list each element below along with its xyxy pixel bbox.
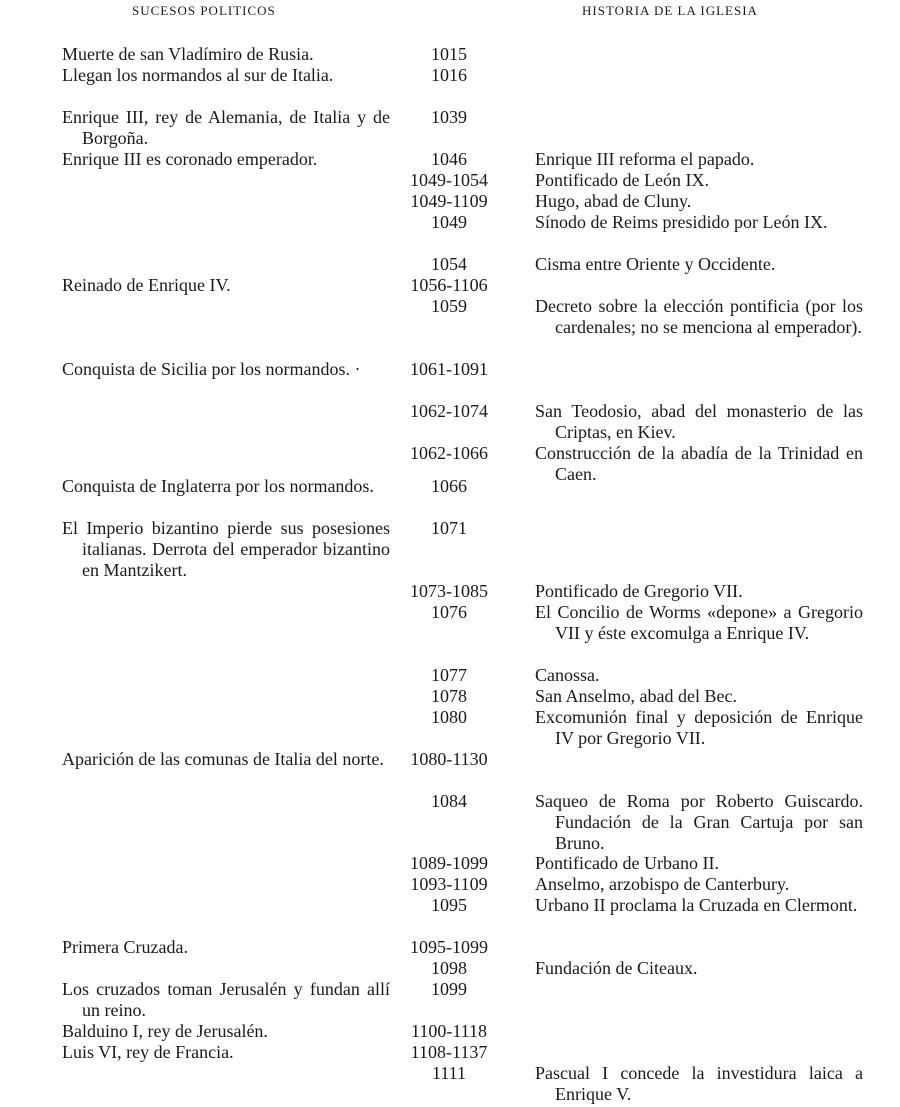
column-header-political: SUCESOS POLITICOS [132,3,276,18]
church-event: Canossa. [535,665,600,685]
year: 1080-1130 [410,749,488,769]
year: 1062-1074 [410,401,488,421]
year: 1015 [431,44,467,64]
church-event: Construcción de la abadía de la Trinidad en Caen. [535,443,863,484]
year: 1111 [432,1063,466,1083]
political-event: Primera Cruzada. [62,937,188,957]
church-event: Enrique III reforma el papado. [535,149,755,169]
year: 1099 [431,979,467,999]
church-event: Decreto sobre la elección pontificia (por los cardenales; no se menciona al emperador). [535,296,863,337]
year: 1054 [431,254,467,274]
year: 1098 [431,958,467,978]
church-event: Anselmo, arzobispo de Canterbury. [535,874,790,894]
political-event: Los cruzados toman Jerusalén y fundan allí un reino. [62,979,390,1020]
political-event: Enrique III es coronado emperador. [62,149,318,169]
year: 1108-1137 [410,1042,488,1062]
church-event: Saqueo de Roma por Roberto Guiscardo. Fundación de la Gran Cartuja por san Bruno. [535,791,863,853]
year: 1078 [431,686,467,706]
church-event: Pontificado de Gregorio VII. [535,581,743,601]
year: 1073-1085 [410,581,488,601]
year: 1080 [431,707,467,727]
year: 1049-1109 [410,191,488,211]
year: 1100-1118 [411,1021,487,1041]
year: 1093-1109 [410,874,488,894]
political-event: Muerte de san Vladímiro de Rusia. [62,44,314,64]
political-event: Conquista de Sicilia por los normandos. · [62,359,361,379]
political-event: Conquista de Inglaterra por los normandos. [62,476,374,496]
church-event: Sínodo de Reims presidido por León IX. [535,212,828,232]
political-event: Aparición de las comunas de Italia del norte. [62,749,384,769]
church-event: Fundación de Citeaux. [535,958,698,978]
political-event: Reinado de Enrique IV. [62,275,231,295]
year: 1062-1066 [410,443,488,463]
church-event: San Teodosio, abad del monasterio de las Criptas, en Kiev. [535,401,863,442]
year: 1095-1099 [410,937,488,957]
church-event: Pontificado de Urbano II. [535,853,719,873]
year: 1066 [431,476,467,496]
year: 1095 [431,895,467,915]
year: 1076 [431,602,467,622]
year: 1046 [431,149,467,169]
church-event: El Concilio de Worms «depone» a Gregorio VII y éste excomulga a Enrique IV. [535,602,863,643]
church-event: Pascual I concede la investidura laica a Enrique V. [535,1063,863,1104]
church-event: San Anselmo, abad del Bec. [535,686,737,706]
year: 1084 [431,791,467,811]
year: 1056-1106 [410,275,488,295]
church-event: Urbano II proclama la Cruzada en Clermont. [535,895,858,915]
church-event: Hugo, abad de Cluny. [535,191,692,211]
year: 1061-1091 [410,359,488,379]
church-event: Cisma entre Oriente y Occidente. [535,254,776,274]
year: 1049-1054 [410,170,488,190]
year: 1049 [431,212,467,232]
year: 1071 [431,518,467,538]
year: 1059 [431,296,467,316]
political-event: El Imperio bizantino pierde sus posesiones italianas. Derrota del emperador bizantino en Mantzikert. [62,518,390,580]
political-event: Enrique III, rey de Alemania, de Italia y de Borgoña. [62,107,390,148]
political-event: Balduino I, rey de Jerusalén. [62,1021,268,1041]
year: 1089-1099 [410,853,488,873]
column-header-church: HISTORIA DE LA IGLESIA [582,3,758,18]
year: 1039 [431,107,467,127]
year: 1016 [431,65,467,85]
church-event: Pontificado de León IX. [535,170,709,190]
political-event: Luis VI, rey de Francia. [62,1042,234,1062]
political-event: Llegan los normandos al sur de Italia. [62,65,334,85]
church-event: Excomunión final y deposición de Enrique IV por Gregorio VII. [535,707,863,748]
year: 1077 [431,665,467,685]
